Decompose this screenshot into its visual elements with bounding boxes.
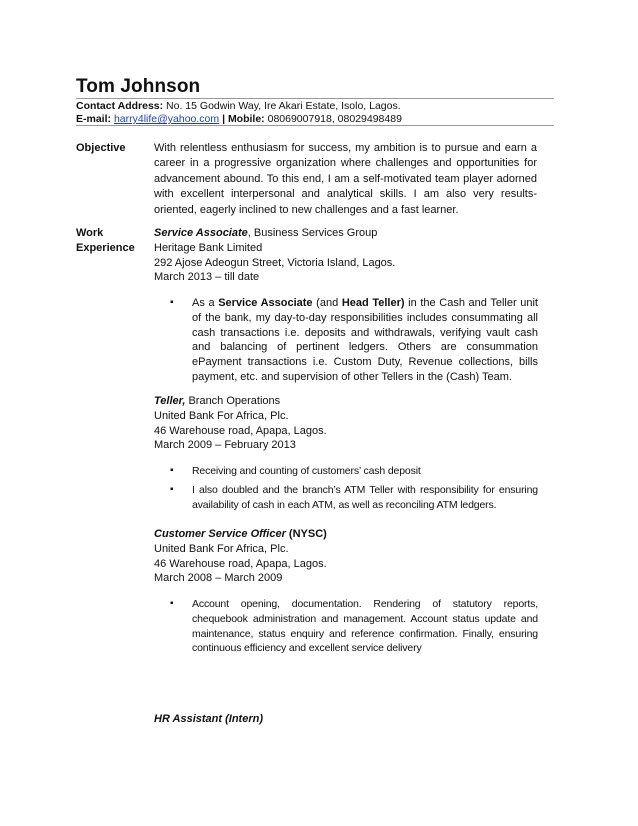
contact-email-line bbox=[76, 112, 402, 126]
job-department: , Business Services Group bbox=[247, 227, 378, 239]
job-bullets bbox=[170, 296, 538, 385]
work-experience-label bbox=[76, 226, 135, 256]
list-item: ▪ Account opening, documentation. Rendering of statutory reports, chequebook administration and management. Account status update and maintenance, status enquiry and reference confirmation. Finally, ensuring continuous efficiency and excellent service delivery bbox=[170, 597, 538, 656]
list-item: ▪ Receiving and counting of customers’ cash deposit bbox=[170, 464, 538, 479]
job-teller bbox=[154, 394, 327, 453]
mobile-label: Mobile: bbox=[227, 113, 265, 125]
job-address: 292 Ajose Adeogun Street, Victoria Island, Lagos. bbox=[154, 256, 396, 269]
job-period: March 2008 – March 2009 bbox=[154, 572, 283, 585]
job-period: March 2009 – February 2013 bbox=[154, 439, 296, 452]
job-customer-service-officer bbox=[154, 527, 327, 586]
job-company: United Bank For Africa, Plc. bbox=[154, 542, 289, 555]
contact-address: No. 15 Godwin Way, Ire Akari Estate, Isolo, Lagos. bbox=[163, 100, 401, 112]
job-title-hr-assistant: HR Assistant (Intern) bbox=[154, 713, 263, 725]
job-title: Service Associate bbox=[154, 227, 248, 239]
job-title: Teller, bbox=[154, 395, 186, 407]
work-label-line1: Work bbox=[76, 227, 104, 239]
job-service-associate bbox=[154, 226, 395, 285]
work-label-line2: Experience bbox=[76, 242, 135, 254]
job-period: March 2013 – till date bbox=[154, 271, 260, 284]
job-department: (NYSC) bbox=[285, 528, 327, 540]
job-company: Heritage Bank Limited bbox=[154, 241, 263, 254]
job-address: 46 Warehouse road, Apapa, Lagos. bbox=[154, 424, 327, 437]
job-bullets bbox=[170, 464, 538, 516]
job-bullets bbox=[170, 597, 538, 660]
objective-label: Objective bbox=[76, 142, 126, 154]
email-link[interactable]: harry4life@yahoo.com bbox=[113, 113, 220, 125]
mobile-number: 08069007918, 08029498489 bbox=[264, 113, 402, 125]
job-department: Branch Operations bbox=[185, 395, 281, 407]
job-company: United Bank For Africa, Plc. bbox=[154, 409, 289, 422]
objective-text: With relentless enthusiasm for success, my ambition is to pursue and earn a career in a progressive organization where challenges and opportunities for advancement abound. To this end, I am a self-motivated team player adorned with excellent interpersonal and analytical skills. I am also very results-oriented, eagerly inclined to new challenges and a fast learner. bbox=[154, 142, 537, 216]
job-address: 46 Warehouse road, Apapa, Lagos. bbox=[154, 557, 327, 570]
contact-address-line bbox=[76, 99, 401, 113]
contact-address-label: Contact Address: bbox=[76, 100, 164, 112]
email-label: E-mail: bbox=[76, 113, 112, 125]
header-rule-bottom bbox=[76, 125, 554, 126]
list-item: ▪ I also doubled and the branch’s ATM Teller with responsibility for ensuring availability of cash in each ATM, as well as reconciling ATM ledgers. bbox=[170, 483, 538, 513]
job-title: Customer Service Officer bbox=[154, 528, 286, 540]
candidate-name: Tom Johnson bbox=[76, 76, 201, 97]
list-item: ▪ As a Service Associate (and Head Teller) in the Cash and Teller unit of the bank, my day-to-day responsibilities includes consummating all cash transactions i.e. deposits and withdrawals, verifying vault cash and balancing of pertinent ledgers. Others are consummation ePayment transactions i.e. Custom Duty, Revenue collections, bills payment, etc. and supervision of other Tellers in the (Cash) Team. bbox=[170, 296, 538, 385]
contact-separator: | bbox=[219, 113, 228, 125]
